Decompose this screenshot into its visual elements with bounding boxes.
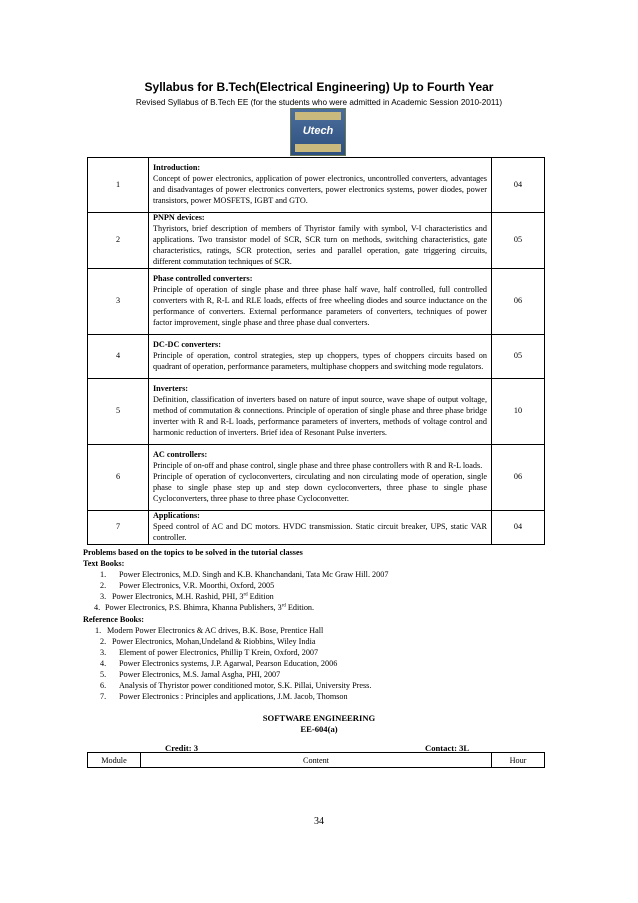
table-row [88, 213, 545, 269]
module-number: 4 [88, 335, 149, 379]
list-number: 4. [94, 603, 101, 613]
module-hours: 06 [492, 269, 545, 335]
page-number: 34 [314, 816, 324, 827]
list-item [83, 636, 553, 647]
reference-books-list [83, 625, 553, 703]
course-title: SOFTWARE ENGINEERING [262, 713, 376, 723]
module-text: Definition, classification of inverters based on nature of input source, wave shape of output voltage, method of commutation & connections. Principle of operation of single phase and three phase bridge inverter with R and R-L loads, performance parameters of inverters, methods of voltage control and harmonic reduction of inverters. Brief idea of Resonant Pulse inverters. [153, 395, 487, 437]
module-text: Thyristors, brief description of members of Thyristor family with symbol, V-I characteristics and applications. Two transistor model of SCR, SCR turn on methods, switching characteristics, gate characteristics, ratings, SCR protection, series and parallel operation, gate triggering circuits, different commutation techniques of SCR. [153, 224, 487, 266]
book-entry-post: Edition. [285, 603, 315, 613]
module-content [149, 379, 492, 445]
module-hours: 04 [492, 158, 545, 213]
module-content [149, 445, 492, 511]
list-number: 1. [95, 625, 102, 635]
module-number: 3 [88, 269, 149, 335]
reference-books-heading: Reference Books: [83, 614, 145, 624]
module-number: 2 [88, 213, 149, 269]
logo-text: Utech [302, 125, 334, 137]
table-row [88, 158, 545, 213]
book-entry-sup: rd [243, 592, 248, 598]
book-entry: Power Electronics systems, J.P. Agarwal, Pearson Education, 2006 [119, 658, 338, 668]
book-entry: Analysis of Thyristor power conditioned motor, S.K. Pillai, University Press. [119, 681, 372, 691]
list-item [83, 680, 553, 691]
module-hours: 05 [492, 335, 545, 379]
book-entry [112, 591, 274, 602]
module-text: Principle of on-off and phase control, single phase and three phase controllers with R and R-L loads. [153, 461, 483, 471]
book-entry: Power Electronics, Mohan,Undeland & Riobbins, Wiley India [112, 636, 316, 646]
module-title: DC-DC converters: [153, 340, 221, 350]
module-number: 1 [88, 158, 149, 213]
books-section [83, 547, 553, 702]
module-hours: 10 [492, 379, 545, 445]
list-number: 3. [100, 592, 107, 602]
list-number: 6. [100, 681, 107, 691]
list-item [83, 647, 553, 658]
page-subtitle: Revised Syllabus of B.Tech EE (for the students who were admitted in Academic Session 2010-2011) [135, 98, 503, 107]
table-row [88, 511, 545, 545]
logo-bottom-band [295, 144, 341, 152]
list-item [83, 602, 553, 613]
module-title: AC controllers: [153, 450, 208, 460]
module-content [149, 158, 492, 213]
list-number: 1. [100, 570, 107, 580]
list-item [83, 591, 553, 602]
module-title: Inverters: [153, 384, 189, 394]
course-code: EE-604(a) [300, 724, 338, 734]
column-header-hour: Hour [492, 753, 545, 768]
module-title: Phase controlled converters: [153, 274, 253, 284]
module-hours: 06 [492, 445, 545, 511]
module-text-2: Principle of operation of cycloconverters, circulating and non circulating mode of operation, single phase to single phase step up and step down cycloconverters, three phase to single phase Cycloconverters, three phase to three phase Cycloconvetter. [153, 472, 487, 503]
module-hours: 04 [492, 511, 545, 545]
list-item [83, 658, 553, 669]
university-logo [290, 108, 346, 156]
book-entry-sup: rd [281, 603, 286, 609]
list-number: 7. [100, 692, 107, 702]
list-item [83, 569, 553, 580]
book-entry: Power Electronics, M.S. Jamal Asgha, PHI, 2007 [119, 670, 281, 680]
credit-label: Credit: 3 [165, 743, 199, 753]
column-header-content: Content [141, 753, 492, 768]
module-content [149, 511, 492, 545]
book-entry-pre: Power Electronics, P.S. Bhimra, Khanna Publishers, 3 [105, 603, 282, 613]
module-content [149, 213, 492, 269]
text-books-heading: Text Books: [83, 559, 125, 569]
module-title: PNPN devices: [153, 213, 205, 223]
book-entry [105, 602, 314, 613]
list-item [83, 669, 553, 680]
book-entry: Element of power Electronics, Phillip T Krein, Oxford, 2007 [119, 647, 319, 657]
contact-label: Contact: 3L [425, 743, 470, 753]
logo-top-band [295, 112, 341, 120]
module-text: Principle of operation of single phase and three phase half wave, half controlled, full controlled converters with R, R-L and RLE loads, effects of free wheeling diodes and source inductance on the performance of converters. External performance parameters of converters, techniques of power factor improvement, single phase and three phase dual converters. [153, 285, 487, 327]
module-text: Speed control of AC and DC motors. HVDC transmission. Static circuit breaker, UPS, static VAR controller. [153, 521, 487, 542]
book-entry: Power Electronics, V.R. Moorthi, Oxford, 2005 [119, 581, 275, 591]
module-text: Concept of power electronics, application of power electronics, uncontrolled converters, advantages and disadvantages of power electronics converters, power electronics systems, power diodes, power transistors, power MOSFETS, IGBT and GTO. [153, 174, 487, 205]
list-item [83, 691, 553, 702]
book-entry: Power Electronics, M.D. Singh and K.B. Khanchandani, Tata Mc Graw Hill. 2007 [119, 570, 389, 580]
list-item [83, 625, 553, 636]
module-title: Introduction: [153, 163, 201, 173]
table-row [88, 335, 545, 379]
list-number: 3. [100, 647, 107, 657]
module-number: 6 [88, 445, 149, 511]
module-hours: 05 [492, 213, 545, 269]
book-entry-pre: Power Electronics, M.H. Rashid, PHI, 3 [112, 592, 244, 602]
list-number: 2. [100, 636, 107, 646]
list-number: 5. [100, 670, 107, 680]
course-heading [0, 713, 638, 735]
column-header-module: Module [88, 753, 141, 768]
list-item [83, 580, 553, 591]
module-number: 7 [88, 511, 149, 545]
list-number: 4. [100, 658, 107, 668]
book-entry-post: Edition [247, 592, 274, 602]
module-content [149, 269, 492, 335]
table-row [88, 753, 545, 768]
list-number: 2. [100, 581, 107, 591]
book-entry: Modern Power Electronics & AC drives, B.K. Bose, Prentice Hall [107, 625, 324, 635]
module-text: Principle of operation, control strategies, step up choppers, types of choppers circuits based on quadrant of operation, performance parameters, multiphase choppers and switching mode regulators. [153, 351, 487, 371]
module-content [149, 335, 492, 379]
syllabus-table [87, 157, 545, 545]
module-title: Applications: [153, 511, 200, 520]
module-number: 5 [88, 379, 149, 445]
page-title: Syllabus for B.Tech(Electrical Engineering) Up to Fourth Year [144, 80, 494, 94]
table-row [88, 379, 545, 445]
text-books-list [83, 569, 553, 613]
table-row [88, 269, 545, 335]
course-table-header [87, 752, 545, 768]
tutorial-note: Problems based on the topics to be solved in the tutorial classes [83, 548, 303, 557]
book-entry: Power Electronics : Principles and applications, J.M. Jacob, Thomson [119, 692, 348, 702]
table-row [88, 445, 545, 511]
